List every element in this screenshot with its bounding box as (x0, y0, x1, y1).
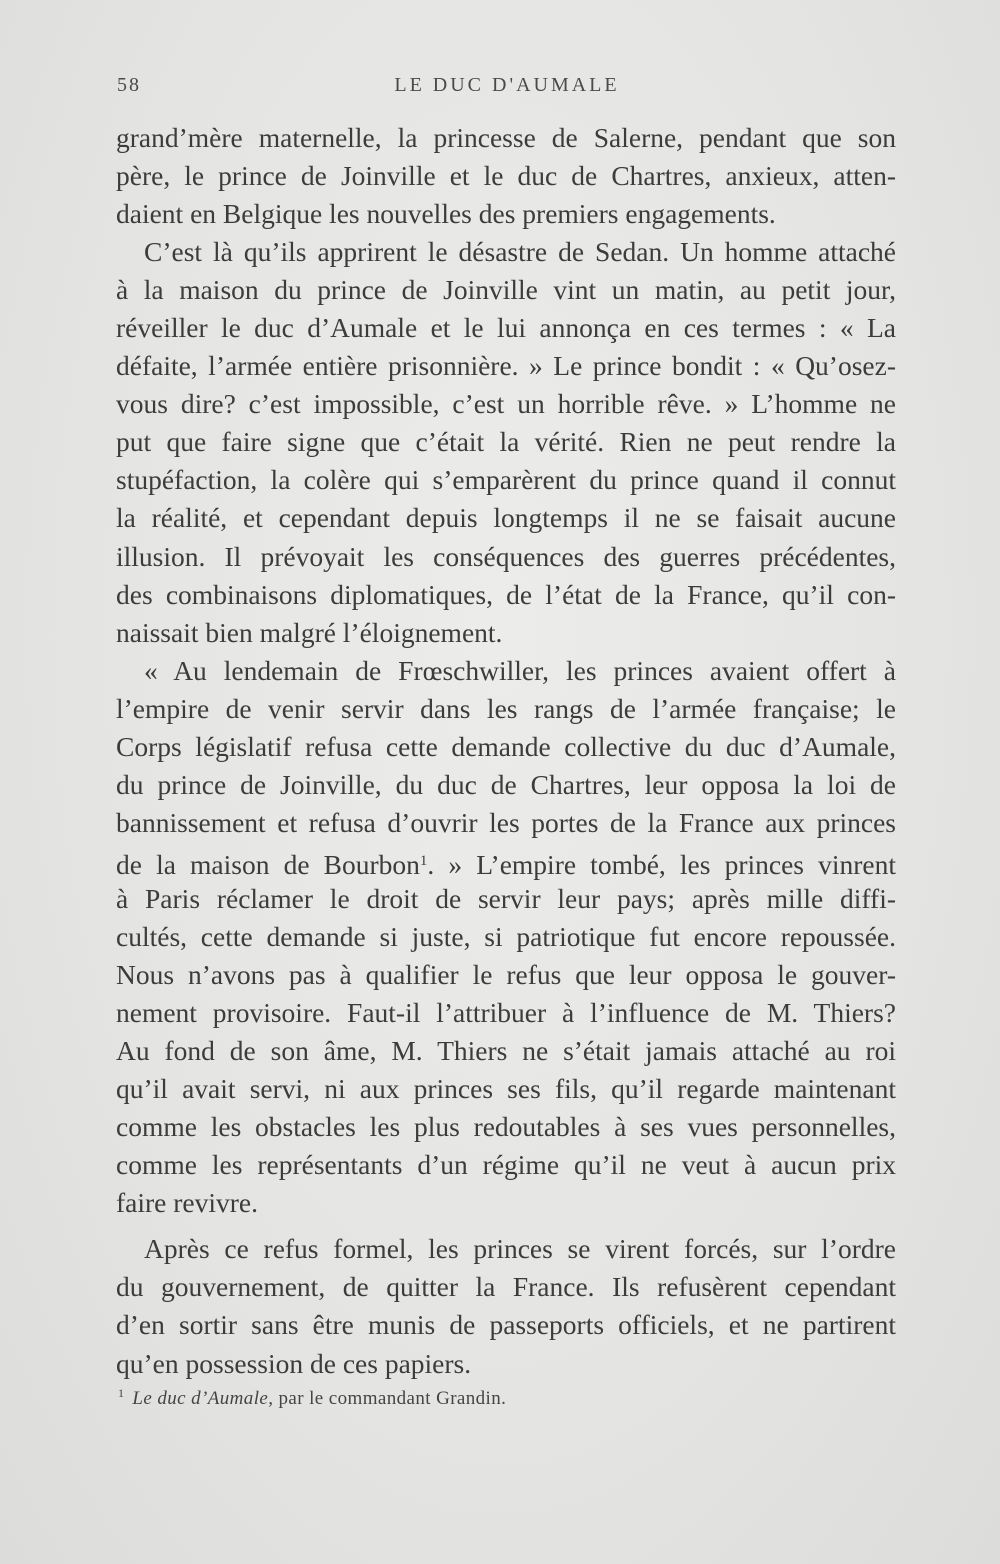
text-line: du prince de Joinville, du duc de Chartres, leur opposa la loi de (116, 768, 896, 800)
text-line: Au fond de son âme, M. Thiers ne s’était jamais attaché au roi (116, 1035, 896, 1067)
running-title: LE DUC D'AUMALE (394, 74, 620, 96)
text-line: l’empire de venir servir dans les rangs de l’armée française; le (116, 692, 896, 724)
footnote (118, 1386, 898, 1410)
line-start: de la maison de Bourbon (116, 848, 420, 880)
page-number: 58 (117, 74, 141, 96)
text-line: naissait bien malgré l’éloignement. (116, 616, 503, 648)
text-line: Nous n’avons pas à qualifier le refus que leur opposa le gouver- (116, 959, 896, 991)
body-text (116, 119, 896, 1383)
text-line: la réalité, et cependant depuis longtemps il ne se faisait aucune (116, 502, 896, 534)
paragraph-gap (116, 1222, 896, 1230)
text-line: qu’il avait servi, ni aux princes ses fils, qu’il regarde maintenant (116, 1073, 896, 1105)
text-line: faire revivre. (116, 1187, 258, 1219)
page-header (117, 74, 897, 104)
text-line: père, le prince de Joinville et le duc de Chartres, anxieux, atten- (116, 160, 896, 192)
text-line: défaite, l’armée entière prisonnière. » Le prince bondit : « Qu’osez- (116, 350, 896, 382)
footnote-number: 1 (118, 1386, 125, 1400)
text-line: comme les obstacles les plus redoutables à ses vues personnelles, (116, 1111, 896, 1143)
footnote-text: par le commandant Grandin. (273, 1388, 507, 1409)
text-line: cultés, cette demande si juste, si patriotique fut encore repoussée. (116, 920, 896, 952)
text-line: des combinaisons diplomatiques, de l’état de la France, qu’il con- (116, 578, 896, 610)
text-line: à la maison du prince de Joinville vint un matin, au petit jour, (116, 274, 896, 306)
text-line: « Au lendemain de Frœschwiller, les princes avaient offert à (144, 654, 896, 686)
text-line: grand’mère maternelle, la princesse de Salerne, pendant que son (116, 122, 896, 153)
text-line: stupéfaction, la colère qui s’emparèrent du prince quand il connut (116, 464, 896, 496)
text-line: réveiller le duc d’Aumale et le lui annonça en ces termes : « La (116, 312, 896, 344)
text-line-with-footnote (116, 842, 896, 880)
text-line: nement provisoire. Faut-il l’attribuer à l’influence de M. Thiers? (116, 997, 896, 1029)
text-line: bannissement et refusa d’ouvrir les portes de la France aux princes (116, 806, 896, 838)
text-line: put que faire signe que c’était la vérité. Rien ne peut rendre la (116, 426, 896, 458)
text-line: C’est là qu’ils apprirent le désastre de Sedan. Un homme attaché (144, 236, 896, 268)
footnote-reference[interactable]: 1 (419, 852, 428, 869)
text-line: du gouvernement, de quitter la France. Ils refusèrent cependant (116, 1271, 896, 1303)
text-line: illusion. Il prévoyait les conséquences des guerres précédentes, (116, 540, 896, 572)
text-line: Corps législatif refusa cette demande collective du duc d’Aumale, (116, 730, 896, 762)
text-line: qu’en possession de ces papiers. (116, 1347, 472, 1379)
line-end: . » L’empire tombé, les princes vinrent (427, 848, 896, 880)
text-line: à Paris réclamer le droit de servir leur pays; après mille diffi- (116, 882, 896, 914)
text-line: Après ce refus formel, les princes se virent forcés, sur l’ordre (144, 1233, 896, 1265)
footnote-title: Le duc d’Aumale, (132, 1388, 274, 1409)
text-line: d’en sortir sans être munis de passeports officiels, et ne partirent (116, 1309, 896, 1341)
text-line: comme les représentants d’un régime qu’il ne veut à aucun prix (116, 1149, 896, 1181)
text-line: daient en Belgique les nouvelles des premiers engagements. (116, 198, 776, 230)
text-line: vous dire? c’est impossible, c’est un horrible rêve. » L’homme ne (116, 388, 896, 420)
